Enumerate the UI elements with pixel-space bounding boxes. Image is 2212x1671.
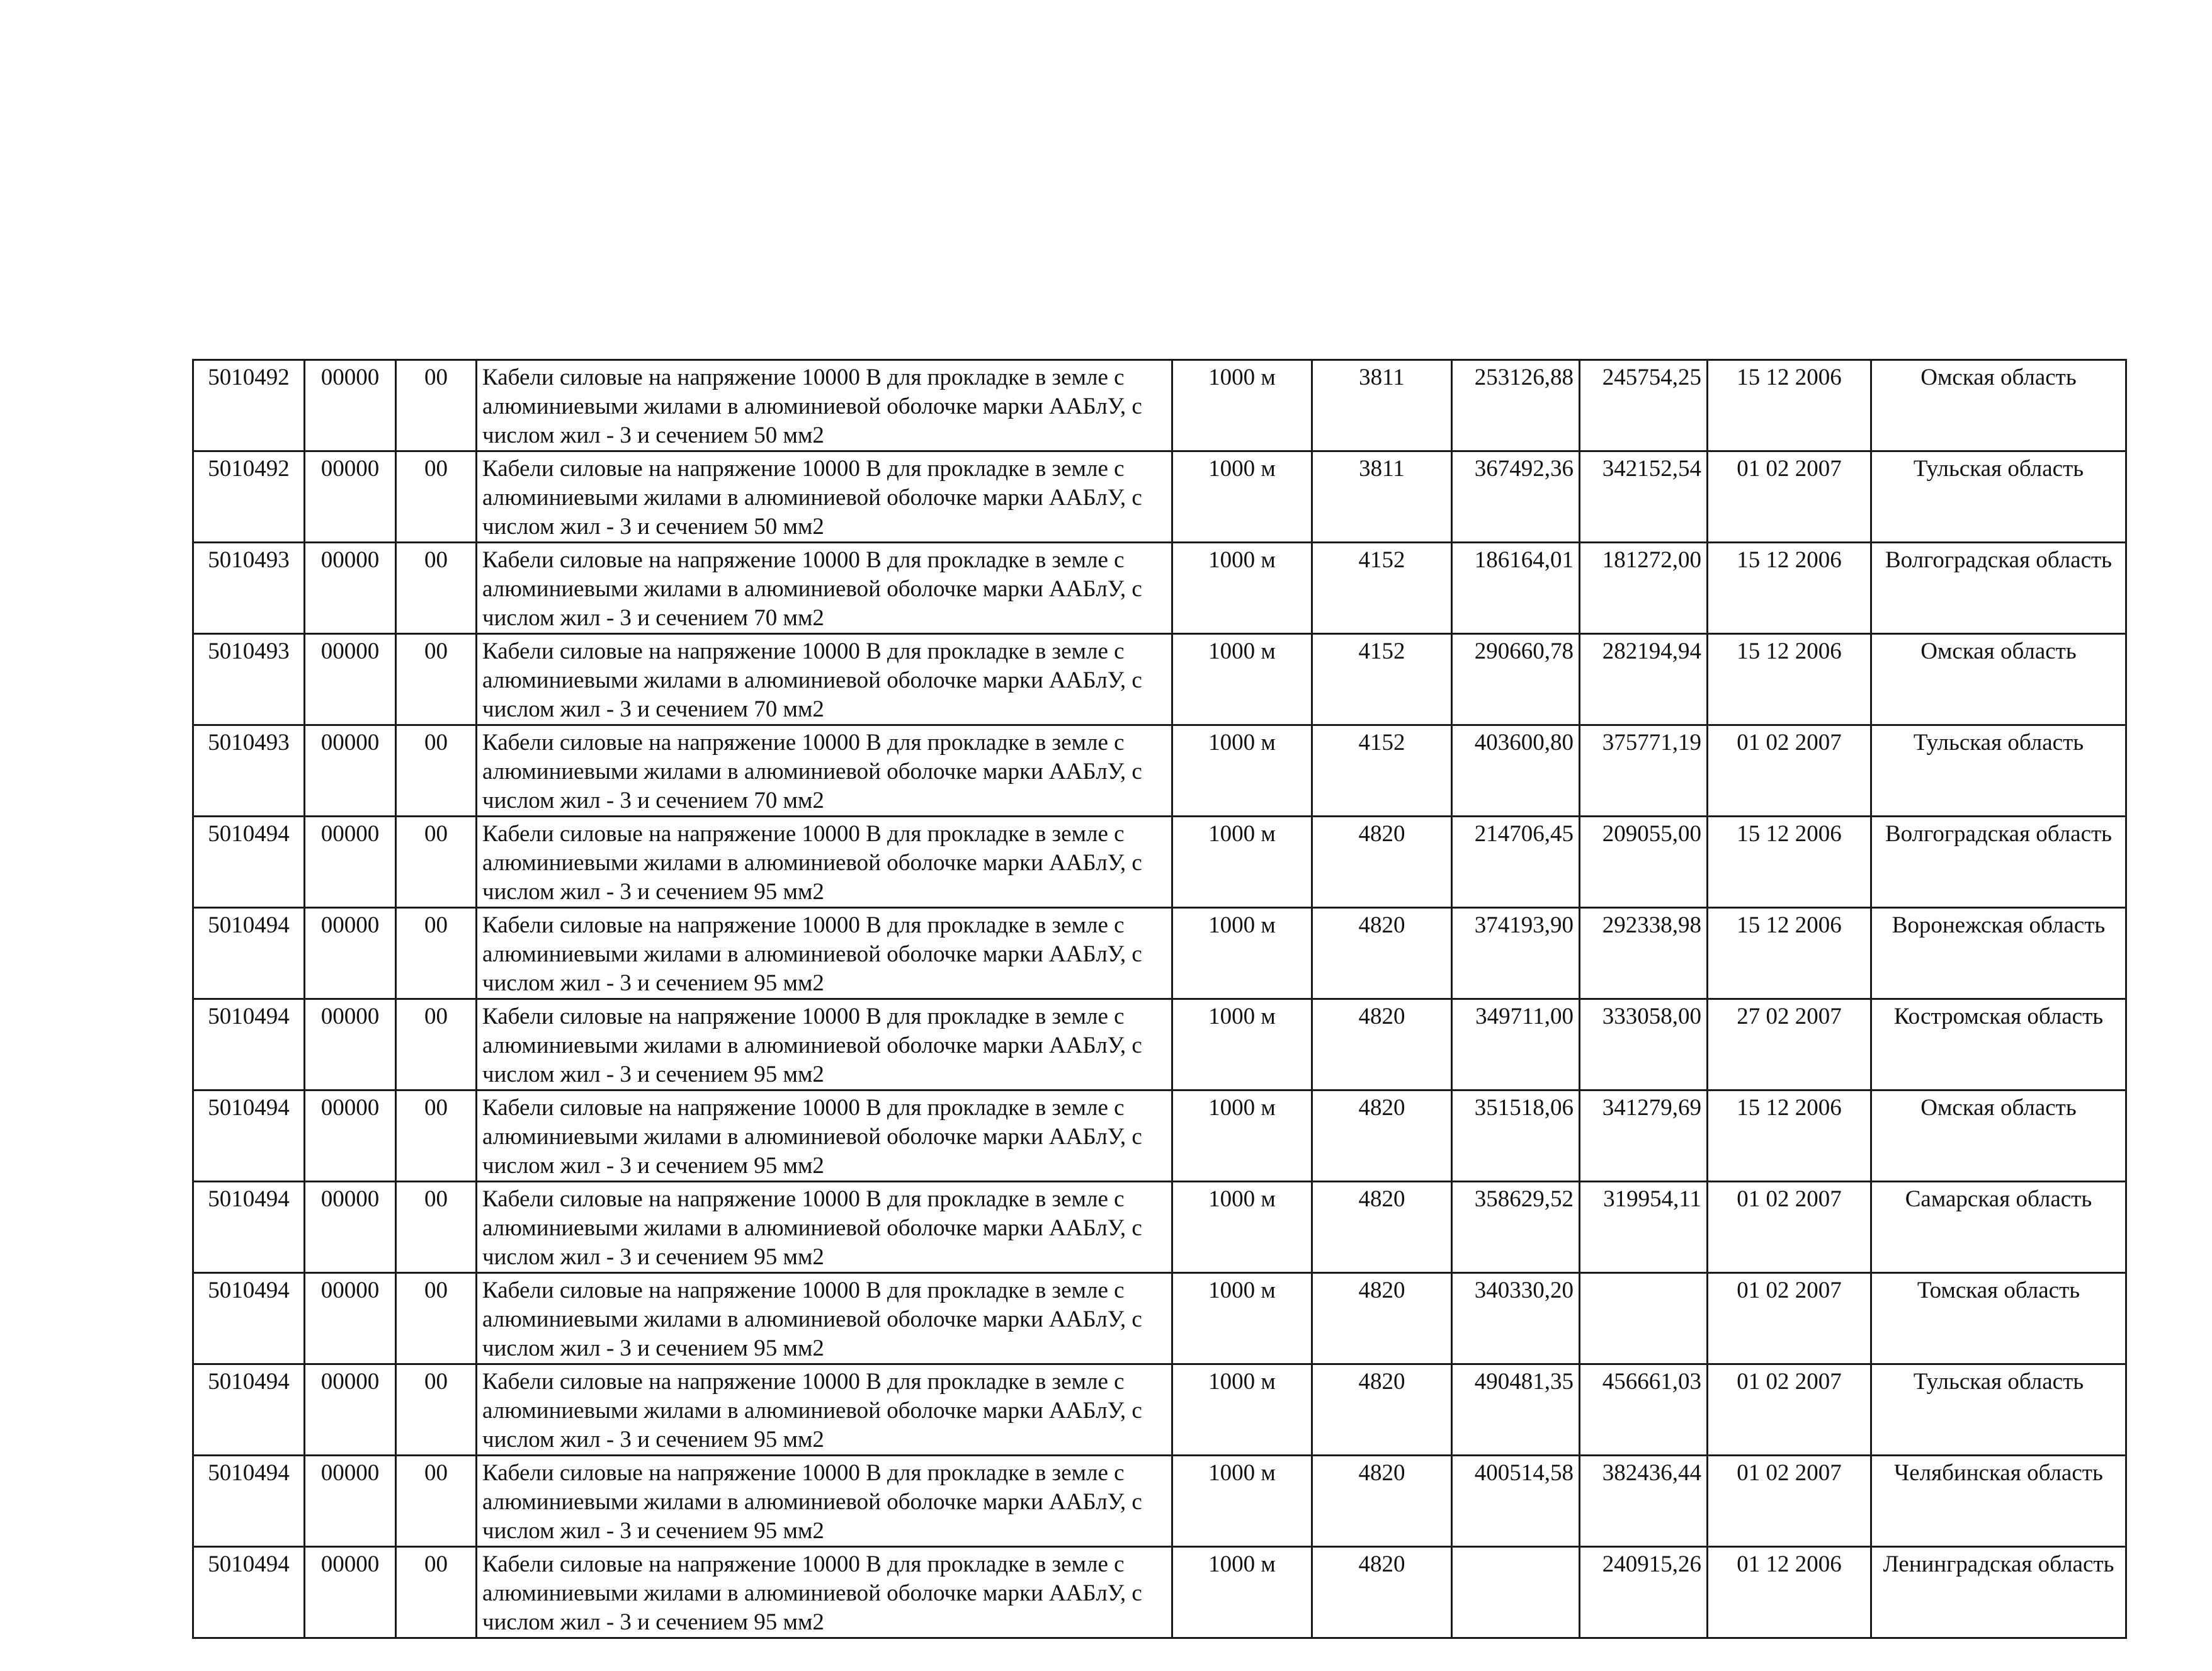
cable-price-table — [192, 359, 2127, 1639]
version-cell: 00 — [396, 360, 477, 451]
subcode-cell: 00000 — [305, 725, 396, 817]
price-cell: 290660,78 — [1452, 634, 1580, 725]
item-code-cell: 5010494 — [193, 908, 305, 999]
price-cell: 375771,19 — [1580, 725, 1708, 817]
price-cell: 358629,52 — [1452, 1182, 1580, 1273]
price-cell — [1452, 1547, 1580, 1638]
unit-code-cell: 4820 — [1312, 1547, 1452, 1638]
version-cell: 00 — [396, 725, 477, 817]
item-code-cell: 5010494 — [193, 1090, 305, 1182]
region-cell: Тульская область — [1871, 1364, 2126, 1456]
price-cell: 214706,45 — [1452, 817, 1580, 908]
unit-code-cell: 4152 — [1312, 543, 1452, 634]
description-cell: Кабели силовые на напряжение 10000 В для прокладке в земле с алюминиевыми жилами в алюминиевой оболочке марки ААБлУ, с числом жил - 3 и сечением 95 мм2 — [477, 1090, 1172, 1182]
date-cell: 01 02 2007 — [1708, 1273, 1871, 1364]
price-cell: 245754,25 — [1580, 360, 1708, 451]
unit-cell: 1000 м — [1172, 360, 1312, 451]
subcode-cell: 00000 — [305, 1547, 396, 1638]
unit-code-cell: 4152 — [1312, 634, 1452, 725]
item-code-cell: 5010493 — [193, 725, 305, 817]
item-code-cell: 5010493 — [193, 634, 305, 725]
version-cell: 00 — [396, 1456, 477, 1547]
subcode-cell: 00000 — [305, 1090, 396, 1182]
unit-cell: 1000 м — [1172, 1273, 1312, 1364]
subcode-cell: 00000 — [305, 817, 396, 908]
price-cell: 340330,20 — [1452, 1273, 1580, 1364]
table-row — [193, 1273, 2126, 1364]
subcode-cell: 00000 — [305, 360, 396, 451]
unit-code-cell: 4820 — [1312, 817, 1452, 908]
unit-code-cell: 4152 — [1312, 725, 1452, 817]
unit-code-cell: 3811 — [1312, 451, 1452, 543]
description-cell: Кабели силовые на напряжение 10000 В для прокладке в земле с алюминиевыми жилами в алюминиевой оболочке марки ААБлУ, с числом жил - 3 и сечением 95 мм2 — [477, 817, 1172, 908]
price-cell: 367492,36 — [1452, 451, 1580, 543]
unit-cell: 1000 м — [1172, 634, 1312, 725]
date-cell: 15 12 2006 — [1708, 1090, 1871, 1182]
unit-cell: 1000 м — [1172, 1456, 1312, 1547]
price-cell: 181272,00 — [1580, 543, 1708, 634]
price-cell: 403600,80 — [1452, 725, 1580, 817]
unit-code-cell: 4820 — [1312, 1273, 1452, 1364]
price-cell: 333058,00 — [1580, 999, 1708, 1090]
region-cell: Тульская область — [1871, 451, 2126, 543]
version-cell: 00 — [396, 999, 477, 1090]
region-cell: Воронежская область — [1871, 908, 2126, 999]
description-cell: Кабели силовые на напряжение 10000 В для прокладке в земле с алюминиевыми жилами в алюминиевой оболочке марки ААБлУ, с числом жил - 3 и сечением 50 мм2 — [477, 360, 1172, 451]
description-cell: Кабели силовые на напряжение 10000 В для прокладке в земле с алюминиевыми жилами в алюминиевой оболочке марки ААБлУ, с числом жил - 3 и сечением 70 мм2 — [477, 543, 1172, 634]
price-cell: 342152,54 — [1580, 451, 1708, 543]
table-row — [193, 543, 2126, 634]
item-code-cell: 5010492 — [193, 360, 305, 451]
region-cell: Челябинская область — [1871, 1456, 2126, 1547]
unit-code-cell: 4820 — [1312, 999, 1452, 1090]
item-code-cell: 5010494 — [193, 999, 305, 1090]
description-cell: Кабели силовые на напряжение 10000 В для прокладке в земле с алюминиевыми жилами в алюминиевой оболочке марки ААБлУ, с числом жил - 3 и сечением 95 мм2 — [477, 908, 1172, 999]
description-cell: Кабели силовые на напряжение 10000 В для прокладке в земле с алюминиевыми жилами в алюминиевой оболочке марки ААБлУ, с числом жил - 3 и сечением 95 мм2 — [477, 1547, 1172, 1638]
unit-cell: 1000 м — [1172, 908, 1312, 999]
unit-cell: 1000 м — [1172, 725, 1312, 817]
subcode-cell: 00000 — [305, 1273, 396, 1364]
unit-code-cell: 4820 — [1312, 1456, 1452, 1547]
item-code-cell: 5010494 — [193, 1364, 305, 1456]
version-cell: 00 — [396, 1182, 477, 1273]
unit-cell: 1000 м — [1172, 451, 1312, 543]
table-row — [193, 1090, 2126, 1182]
region-cell: Омская область — [1871, 1090, 2126, 1182]
subcode-cell: 00000 — [305, 999, 396, 1090]
price-cell: 490481,35 — [1452, 1364, 1580, 1456]
region-cell: Тульская область — [1871, 725, 2126, 817]
date-cell: 15 12 2006 — [1708, 360, 1871, 451]
version-cell: 00 — [396, 1273, 477, 1364]
document-page — [192, 359, 2125, 1639]
table-row — [193, 634, 2126, 725]
unit-cell: 1000 м — [1172, 999, 1312, 1090]
date-cell: 15 12 2006 — [1708, 634, 1871, 725]
date-cell: 01 02 2007 — [1708, 1182, 1871, 1273]
price-cell: 186164,01 — [1452, 543, 1580, 634]
description-cell: Кабели силовые на напряжение 10000 В для прокладке в земле с алюминиевыми жилами в алюминиевой оболочке марки ААБлУ, с числом жил - 3 и сечением 95 мм2 — [477, 1456, 1172, 1547]
price-cell: 292338,98 — [1580, 908, 1708, 999]
unit-code-cell: 4820 — [1312, 1090, 1452, 1182]
table-row — [193, 1182, 2126, 1273]
item-code-cell: 5010492 — [193, 451, 305, 543]
table-row — [193, 999, 2126, 1090]
price-cell: 351518,06 — [1452, 1090, 1580, 1182]
unit-code-cell: 4820 — [1312, 908, 1452, 999]
item-code-cell: 5010494 — [193, 1273, 305, 1364]
price-cell: 374193,90 — [1452, 908, 1580, 999]
version-cell: 00 — [396, 1090, 477, 1182]
subcode-cell: 00000 — [305, 543, 396, 634]
description-cell: Кабели силовые на напряжение 10000 В для прокладке в земле с алюминиевыми жилами в алюминиевой оболочке марки ААБлУ, с числом жил - 3 и сечением 70 мм2 — [477, 725, 1172, 817]
subcode-cell: 00000 — [305, 451, 396, 543]
table-row — [193, 725, 2126, 817]
version-cell: 00 — [396, 908, 477, 999]
unit-cell: 1000 м — [1172, 1364, 1312, 1456]
version-cell: 00 — [396, 451, 477, 543]
date-cell: 01 02 2007 — [1708, 1456, 1871, 1547]
subcode-cell: 00000 — [305, 1182, 396, 1273]
subcode-cell: 00000 — [305, 908, 396, 999]
unit-code-cell: 4820 — [1312, 1182, 1452, 1273]
region-cell: Волгоградская область — [1871, 543, 2126, 634]
item-code-cell: 5010494 — [193, 1456, 305, 1547]
price-cell: 209055,00 — [1580, 817, 1708, 908]
table-row — [193, 451, 2126, 543]
table-row — [193, 908, 2126, 999]
description-cell: Кабели силовые на напряжение 10000 В для прокладке в земле с алюминиевыми жилами в алюминиевой оболочке марки ААБлУ, с числом жил - 3 и сечением 95 мм2 — [477, 1273, 1172, 1364]
description-cell: Кабели силовые на напряжение 10000 В для прокладке в земле с алюминиевыми жилами в алюминиевой оболочке марки ААБлУ, с числом жил - 3 и сечением 95 мм2 — [477, 1364, 1172, 1456]
description-cell: Кабели силовые на напряжение 10000 В для прокладке в земле с алюминиевыми жилами в алюминиевой оболочке марки ААБлУ, с числом жил - 3 и сечением 95 мм2 — [477, 999, 1172, 1090]
version-cell: 00 — [396, 543, 477, 634]
region-cell: Костромская область — [1871, 999, 2126, 1090]
region-cell: Самарская область — [1871, 1182, 2126, 1273]
item-code-cell: 5010494 — [193, 1547, 305, 1638]
price-cell: 282194,94 — [1580, 634, 1708, 725]
unit-cell: 1000 м — [1172, 1090, 1312, 1182]
region-cell: Томская область — [1871, 1273, 2126, 1364]
description-cell: Кабели силовые на напряжение 10000 В для прокладке в земле с алюминиевыми жилами в алюминиевой оболочке марки ААБлУ, с числом жил - 3 и сечением 95 мм2 — [477, 1182, 1172, 1273]
item-code-cell: 5010493 — [193, 543, 305, 634]
date-cell: 01 02 2007 — [1708, 451, 1871, 543]
region-cell: Ленинградская область — [1871, 1547, 2126, 1638]
unit-code-cell: 4820 — [1312, 1364, 1452, 1456]
date-cell: 15 12 2006 — [1708, 908, 1871, 999]
price-cell: 253126,88 — [1452, 360, 1580, 451]
date-cell: 01 12 2006 — [1708, 1547, 1871, 1638]
item-code-cell: 5010494 — [193, 817, 305, 908]
price-cell: 382436,44 — [1580, 1456, 1708, 1547]
unit-cell: 1000 м — [1172, 543, 1312, 634]
subcode-cell: 00000 — [305, 1456, 396, 1547]
table-row — [193, 1364, 2126, 1456]
unit-cell: 1000 м — [1172, 1182, 1312, 1273]
description-cell: Кабели силовые на напряжение 10000 В для прокладке в земле с алюминиевыми жилами в алюминиевой оболочке марки ААБлУ, с числом жил - 3 и сечением 50 мм2 — [477, 451, 1172, 543]
price-cell: 400514,58 — [1452, 1456, 1580, 1547]
price-cell: 349711,00 — [1452, 999, 1580, 1090]
table-row — [193, 817, 2126, 908]
price-cell: 240915,26 — [1580, 1547, 1708, 1638]
price-cell — [1580, 1273, 1708, 1364]
price-cell: 341279,69 — [1580, 1090, 1708, 1182]
unit-cell: 1000 м — [1172, 1547, 1312, 1638]
region-cell: Волгоградская область — [1871, 817, 2126, 908]
unit-cell: 1000 м — [1172, 817, 1312, 908]
date-cell: 15 12 2006 — [1708, 543, 1871, 634]
version-cell: 00 — [396, 1547, 477, 1638]
date-cell: 01 02 2007 — [1708, 725, 1871, 817]
table-row — [193, 1456, 2126, 1547]
price-cell: 456661,03 — [1580, 1364, 1708, 1456]
region-cell: Омская область — [1871, 634, 2126, 725]
item-code-cell: 5010494 — [193, 1182, 305, 1273]
table-body — [193, 360, 2126, 1638]
region-cell: Омская область — [1871, 360, 2126, 451]
date-cell: 15 12 2006 — [1708, 817, 1871, 908]
description-cell: Кабели силовые на напряжение 10000 В для прокладке в земле с алюминиевыми жилами в алюминиевой оболочке марки ААБлУ, с числом жил - 3 и сечением 70 мм2 — [477, 634, 1172, 725]
unit-code-cell: 3811 — [1312, 360, 1452, 451]
table-row — [193, 1547, 2126, 1638]
price-cell: 319954,11 — [1580, 1182, 1708, 1273]
table-row — [193, 360, 2126, 451]
date-cell: 27 02 2007 — [1708, 999, 1871, 1090]
version-cell: 00 — [396, 1364, 477, 1456]
subcode-cell: 00000 — [305, 1364, 396, 1456]
version-cell: 00 — [396, 634, 477, 725]
version-cell: 00 — [396, 817, 477, 908]
date-cell: 01 02 2007 — [1708, 1364, 1871, 1456]
subcode-cell: 00000 — [305, 634, 396, 725]
